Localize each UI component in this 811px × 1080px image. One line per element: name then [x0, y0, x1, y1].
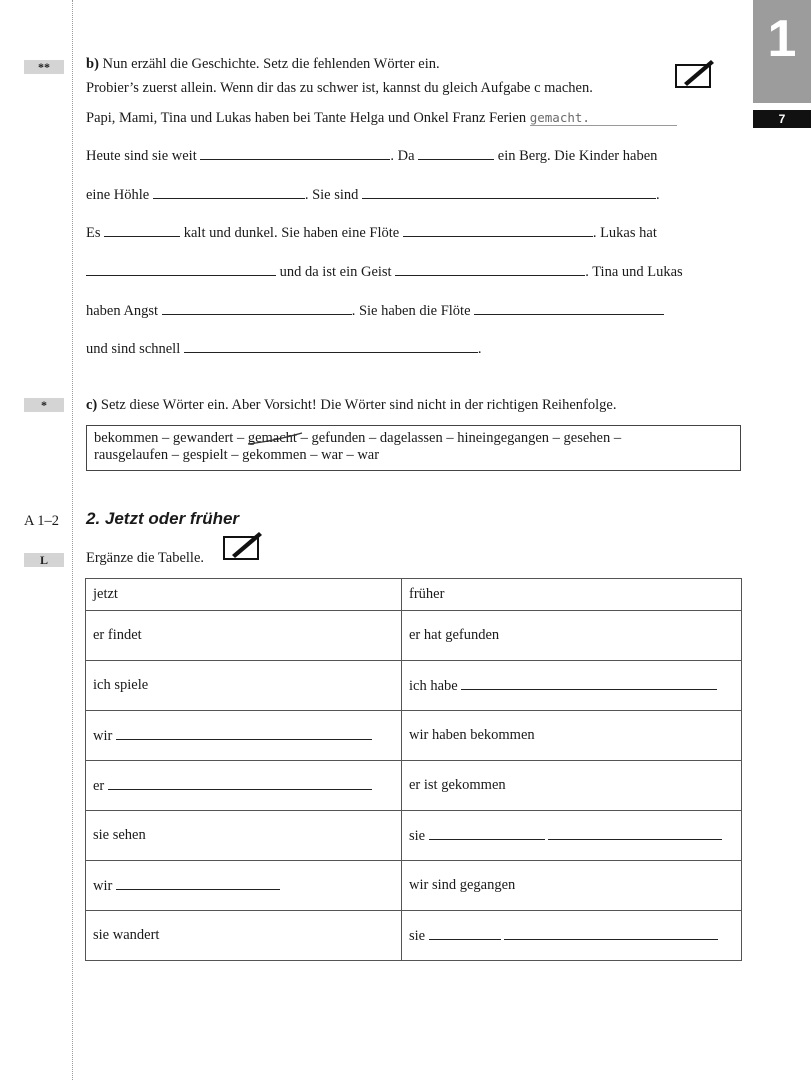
margin-dotted-line: [72, 0, 73, 1080]
text-line-2: [86, 186, 660, 204]
table-row: [86, 661, 742, 711]
table-row: [86, 861, 742, 911]
word-list-line-2: rausgelaufen – gespielt – gekommen – war – war: [94, 447, 380, 463]
blank-field[interactable]: [504, 927, 718, 940]
section-ref: A 1–2: [24, 513, 60, 529]
cell-left-text: wir: [93, 727, 113, 744]
t6b: .: [477, 341, 482, 357]
t3b: kalt und dunkel. Sie haben eine Flöte: [183, 225, 400, 241]
blank-field[interactable]: [108, 777, 372, 790]
t2a: eine Höhle: [86, 187, 150, 203]
cell-left: ich spiele: [86, 661, 402, 711]
level-badge-b: **: [24, 60, 64, 74]
t4b: . Tina und Lukas: [585, 264, 683, 280]
blank-field[interactable]: [86, 263, 276, 276]
instruction-2: Ergänze die Tabelle.: [86, 550, 205, 566]
blank-field[interactable]: [418, 147, 494, 160]
cell-right: wir haben bekommen: [402, 711, 742, 761]
text-line-intro: [86, 109, 677, 127]
level-badge-c: *: [24, 398, 64, 412]
t3a: Es: [86, 225, 101, 241]
header-jetzt: jetzt: [86, 579, 402, 611]
cell-right-text: ich habe: [409, 677, 458, 694]
table-row: [86, 761, 742, 811]
instruction-b-text-1: Nun erzähl die Geschichte. Setz die fehlenden Wörter ein.: [102, 56, 440, 72]
blank-field[interactable]: [474, 302, 664, 315]
blank-field[interactable]: [403, 224, 593, 237]
words-1-pre: bekommen – gewandert –: [94, 430, 245, 446]
blank-field[interactable]: [429, 927, 501, 940]
blank-field[interactable]: [104, 224, 180, 237]
pencil-icon: [674, 58, 716, 90]
t2b: . Sie sind: [304, 187, 359, 203]
cell-right: er hat gefunden: [402, 611, 742, 661]
blank-field[interactable]: [548, 827, 722, 840]
blank-field[interactable]: [116, 727, 372, 740]
struck-word: [248, 430, 297, 446]
cell-left: er findet: [86, 611, 402, 661]
cell-right: [402, 661, 742, 711]
cell-left: [86, 761, 402, 811]
t3c: . Lukas hat: [592, 225, 657, 241]
cell-right-text: sie: [409, 827, 426, 844]
level-badge-l: L: [24, 553, 64, 567]
struck-word-text: gemacht: [247, 430, 297, 446]
text-line-6: [86, 340, 482, 358]
cell-right: [402, 811, 742, 861]
cell-left: sie sehen: [86, 811, 402, 861]
instruction-b-1: [86, 55, 440, 73]
cell-left: [86, 711, 402, 761]
table-row: [86, 911, 742, 961]
label-c: c): [86, 397, 98, 413]
table-row: [86, 611, 742, 661]
table-row: [86, 811, 742, 861]
instruction-b-2: Probier’s zuerst allein. Wenn dir das zu schwer ist, kannst du gleich Aufgabe c machen.: [86, 80, 593, 96]
chapter-tab: 1: [753, 0, 811, 103]
cell-right: [402, 911, 742, 961]
strike-mark: [246, 431, 308, 447]
example-answer: gemacht.: [530, 110, 677, 126]
blank-field[interactable]: [362, 186, 656, 199]
word-list-line-1: [94, 430, 740, 447]
text-line-4: [86, 263, 683, 281]
label-b: b): [86, 56, 99, 72]
t5b: . Sie haben die Flöte: [351, 303, 471, 319]
blank-field[interactable]: [200, 147, 390, 160]
conjugation-table: [85, 578, 742, 961]
blank-field[interactable]: [116, 877, 280, 890]
text-line-1: [86, 147, 657, 165]
t4a: und da ist ein Geist: [279, 264, 392, 280]
header-frueher: früher: [402, 579, 742, 611]
blank-field[interactable]: [429, 827, 545, 840]
blank-field[interactable]: [461, 677, 717, 690]
cell-left-text: er: [93, 777, 105, 794]
cell-right-text: sie: [409, 927, 426, 944]
text-line-5: [86, 302, 664, 320]
table-row: [86, 711, 742, 761]
t1c: ein Berg. Die Kinder haben: [497, 148, 658, 164]
text-line-3: [86, 224, 657, 242]
page-number: 7: [753, 110, 811, 128]
cell-right: er ist gekommen: [402, 761, 742, 811]
section-title: 2. Jetzt oder früher: [86, 509, 240, 528]
cell-right: wir sind gegangen: [402, 861, 742, 911]
t2c: .: [656, 187, 660, 203]
t1b: . Da: [390, 148, 415, 164]
word-box: [86, 425, 741, 471]
pencil-icon: [222, 529, 264, 563]
words-1-post: – gefunden – dagelassen – hineingegangen – gesehen –: [300, 430, 622, 446]
cell-left: [86, 861, 402, 911]
blank-field[interactable]: [153, 186, 305, 199]
cell-left-text: wir: [93, 877, 113, 894]
instruction-c-text: Setz diese Wörter ein. Aber Vorsicht! Die Wörter sind nicht in der richtigen Reihenfolge.: [100, 397, 617, 413]
t6a: und sind schnell: [86, 341, 181, 357]
t1a: Heute sind sie weit: [86, 148, 197, 164]
blank-field[interactable]: [162, 302, 352, 315]
intro-text: Papi, Mami, Tina und Lukas haben bei Tante Helga und Onkel Franz Ferien: [86, 110, 527, 126]
table-header-row: [86, 579, 742, 611]
instruction-c: [86, 396, 616, 414]
t5a: haben Angst: [86, 303, 159, 319]
blank-field[interactable]: [184, 340, 478, 353]
blank-field[interactable]: [395, 263, 585, 276]
cell-left: sie wandert: [86, 911, 402, 961]
